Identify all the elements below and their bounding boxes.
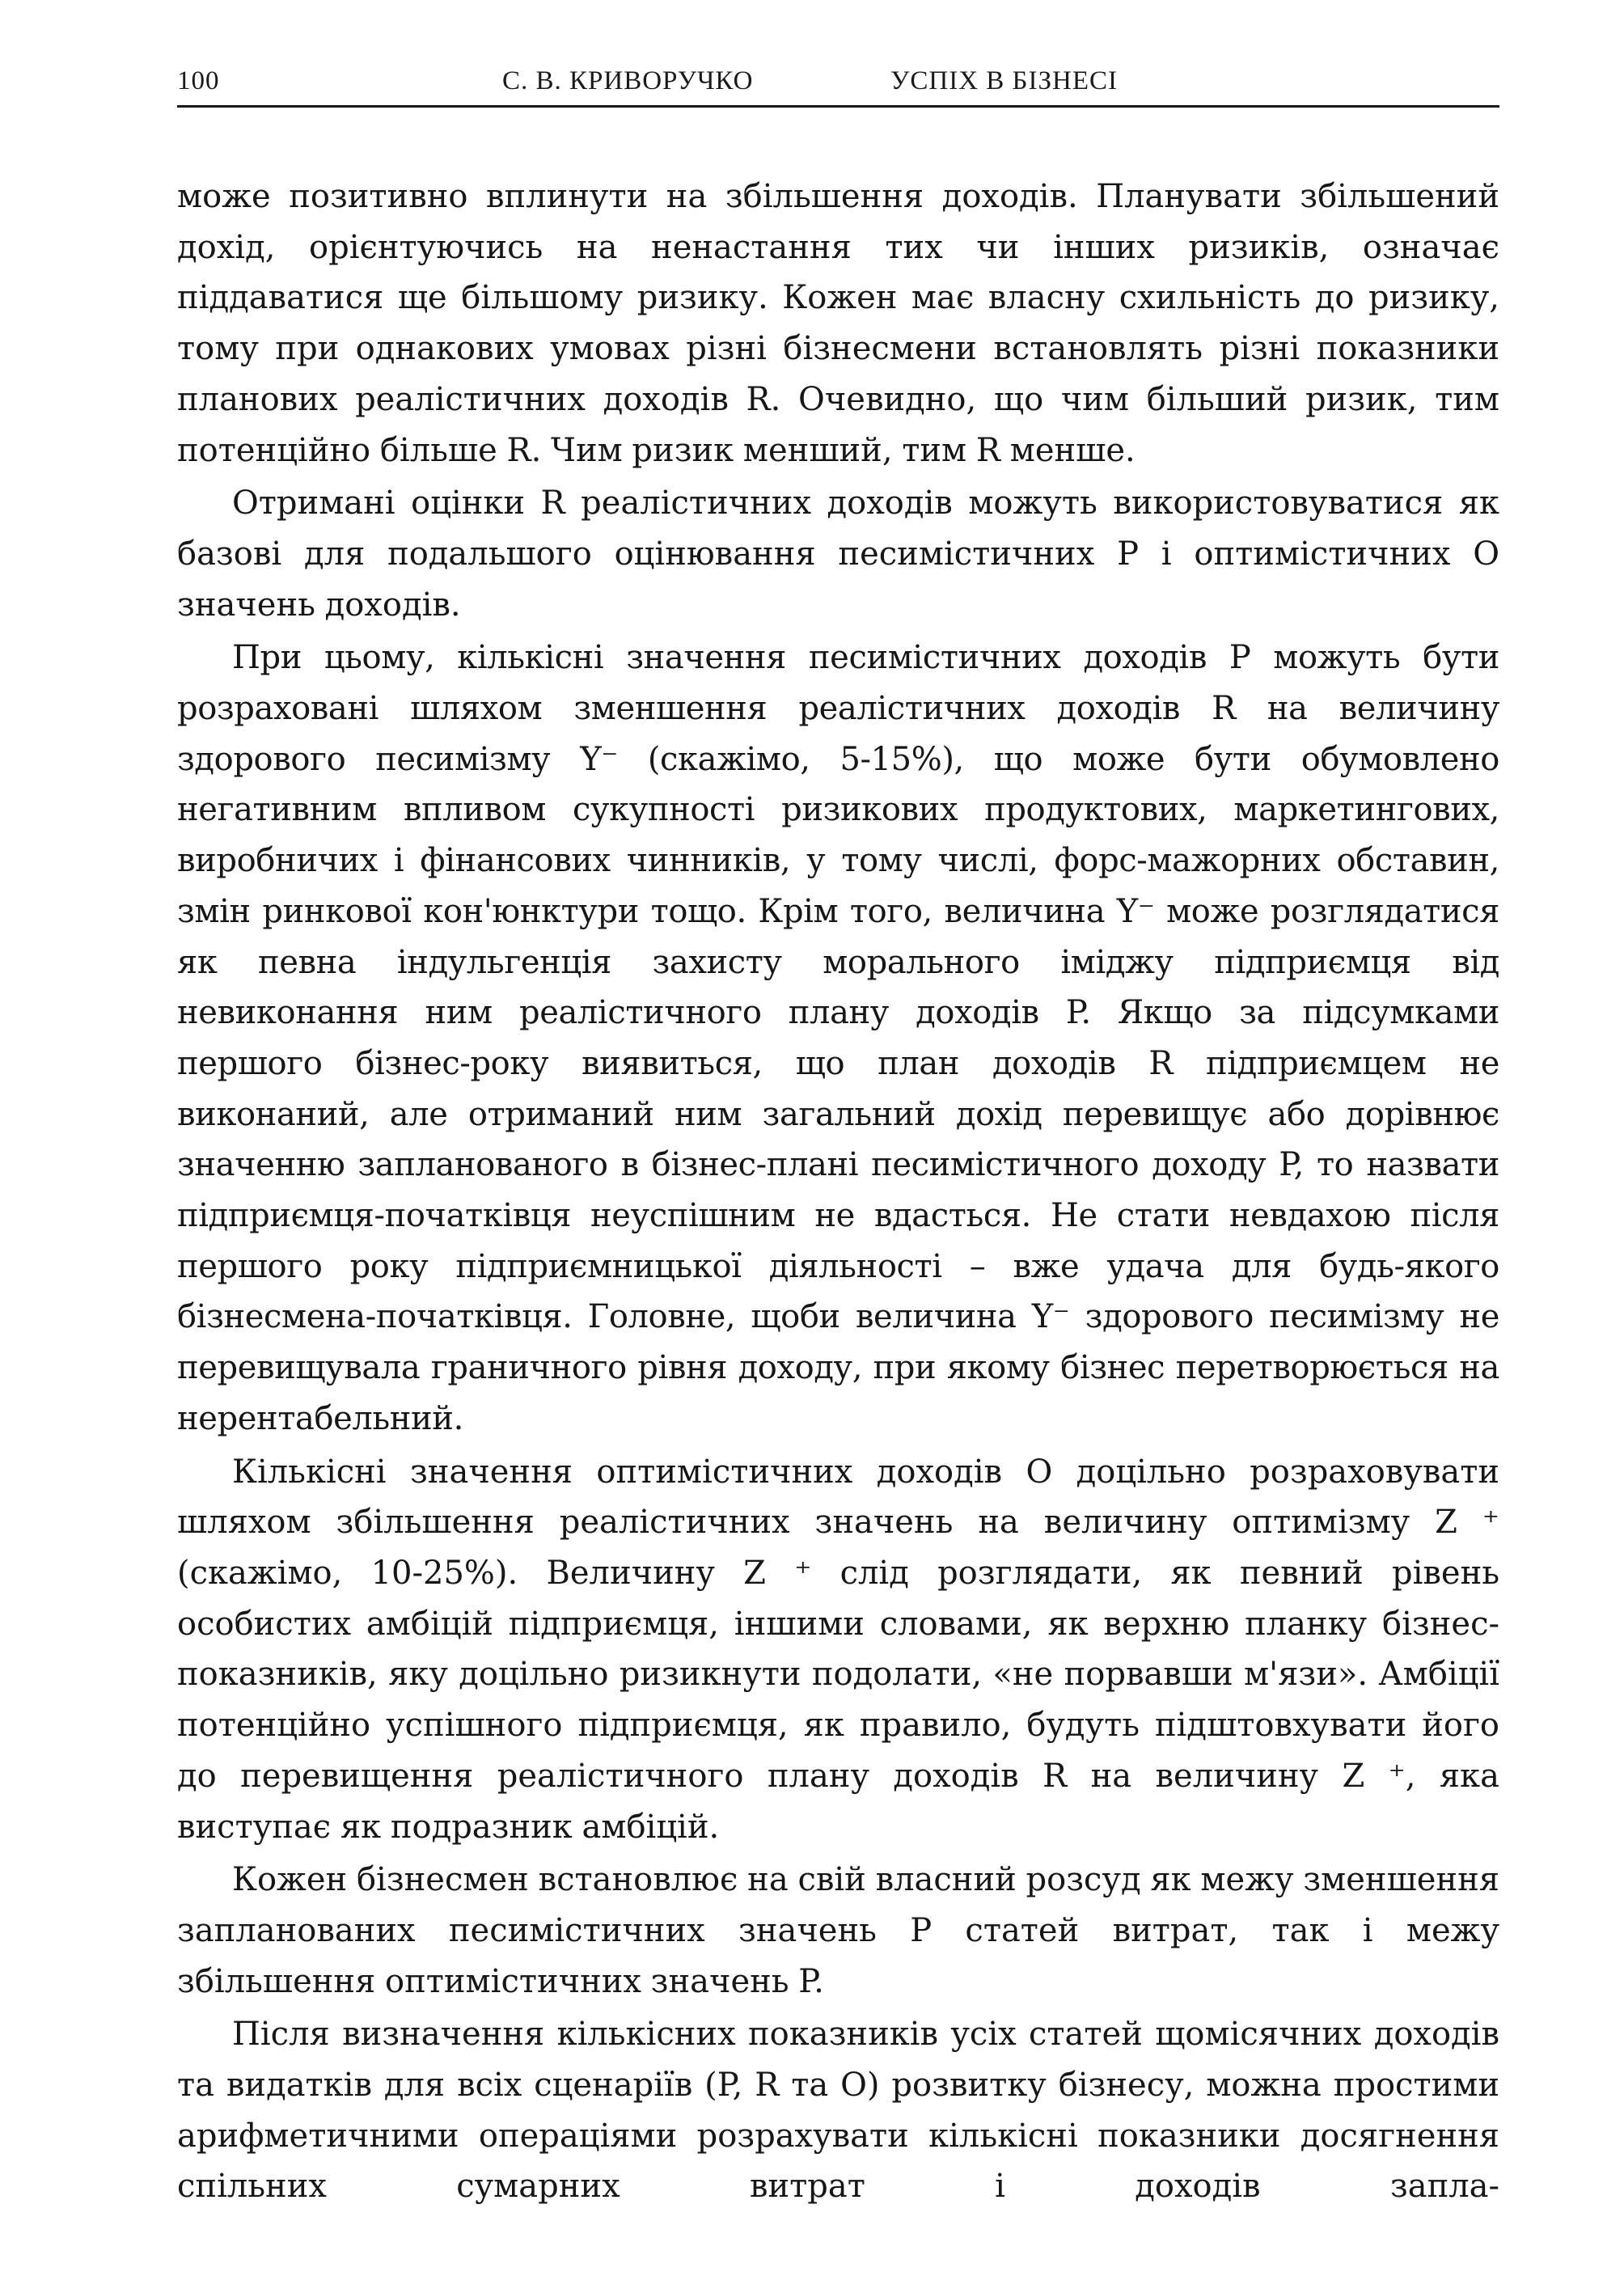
paragraph-risk-continuation: може позитивно вплинути на збільшення доходів. Планувати збільшений дохід, орієнтуючись на ненастання тих чи інших ризиків, означає піддаватися ще більшому ризику. Кожен має власну схильність до ризику, тому при однакових умовах різні бізнесмени встановлять різні показники планових реалістичних доходів R. Очевидно, що чим більший ризик, тим потенційно більше R. Чим ризик менший, тим R менше. [177, 178, 1499, 469]
header-author: С. В. КРИВОРУЧКО [502, 66, 754, 95]
running-header [177, 57, 1499, 108]
paragraph-pessimistic-income: При цьому, кількісні значення песимістичних доходів P можуть бути розраховані шляхом зменшення реалістичних доходів R на величину здорового песимізму Y⁻ (скажімо, 5-15%), що може бути обумовлено негативним впливом сукупності ризикових продуктових, маркетингових, виробничих і фінансових чинників, у тому числі, форс-мажорних обставин, змін ринкової кон'юнктури тощо. Крім того, величина Y⁻ може розглядатися як певна індульгенція захисту морального іміджу підприємця від невиконання ним реалістичного плану доходів P. Якщо за підсумками першого бізнес-року виявиться, що план доходів R підприємцем не виконаний, але отриманий ним загальний дохід перевищує або дорівнює значенню запланованого в бізнес-плані песимістичного доходу P, то назвати підприємця-початківця неуспішним не вдасться. Не стати невдахою після першого року підприємницької діяльності – вже удача для будь-якого бізнесмена-початківця. Головне, щоби величина Y⁻ здорового песимізму не перевищувала граничного рівня доходу, при якому бізнес перетворюється на нерентабельний. [177, 639, 1499, 1437]
paragraph-scenario-calculation: Після визначення кількісних показників усіх статей щомісячних доходів та видатків для всіх сценаріїв (P, R та O) розвитку бізнесу, можна простими арифметичними операціями розрахувати кількісні показники досягнення спільних сумарних витрат і доходів запла- [177, 2016, 1499, 2206]
paragraph-optimistic-income: Кількісні значення оптимістичних доходів O доцільно розраховувати шляхом збільшення реалістичних значень на величину оптимізму Z ⁺ (скажімо, 10-25%). Величину Z ⁺ слід розглядати, як певний рівень особистих амбіцій підприємця, іншими словами, як верхню планку бізнес-показників, яку доцільно ризикнути подолати, «не порвавши м'язи». Амбіції потенційно успішного підприємця, як правило, будуть підштовхувати його до перевищення реалістичного плану доходів R на величину Z ⁺, яка виступає як подразник амбіцій. [177, 1453, 1499, 1846]
page-number: 100 [177, 66, 220, 95]
paragraph-cost-limits: Кожен бізнесмен встановлює на свій власний розсуд як межу зменшення запланованих песимістичних значень P статей витрат, так і межу збільшення оптимістичних значень P. [177, 1861, 1499, 2000]
paragraph-base-estimates: Отримані оцінки R реалістичних доходів можуть використовуватися як базові для подальшого оцінювання песимістичних P і оптимістичних O значень доходів. [177, 484, 1499, 624]
header-book-title: УСПІХ В БІЗНЕСІ [890, 66, 1118, 95]
body-text [177, 171, 1499, 2215]
